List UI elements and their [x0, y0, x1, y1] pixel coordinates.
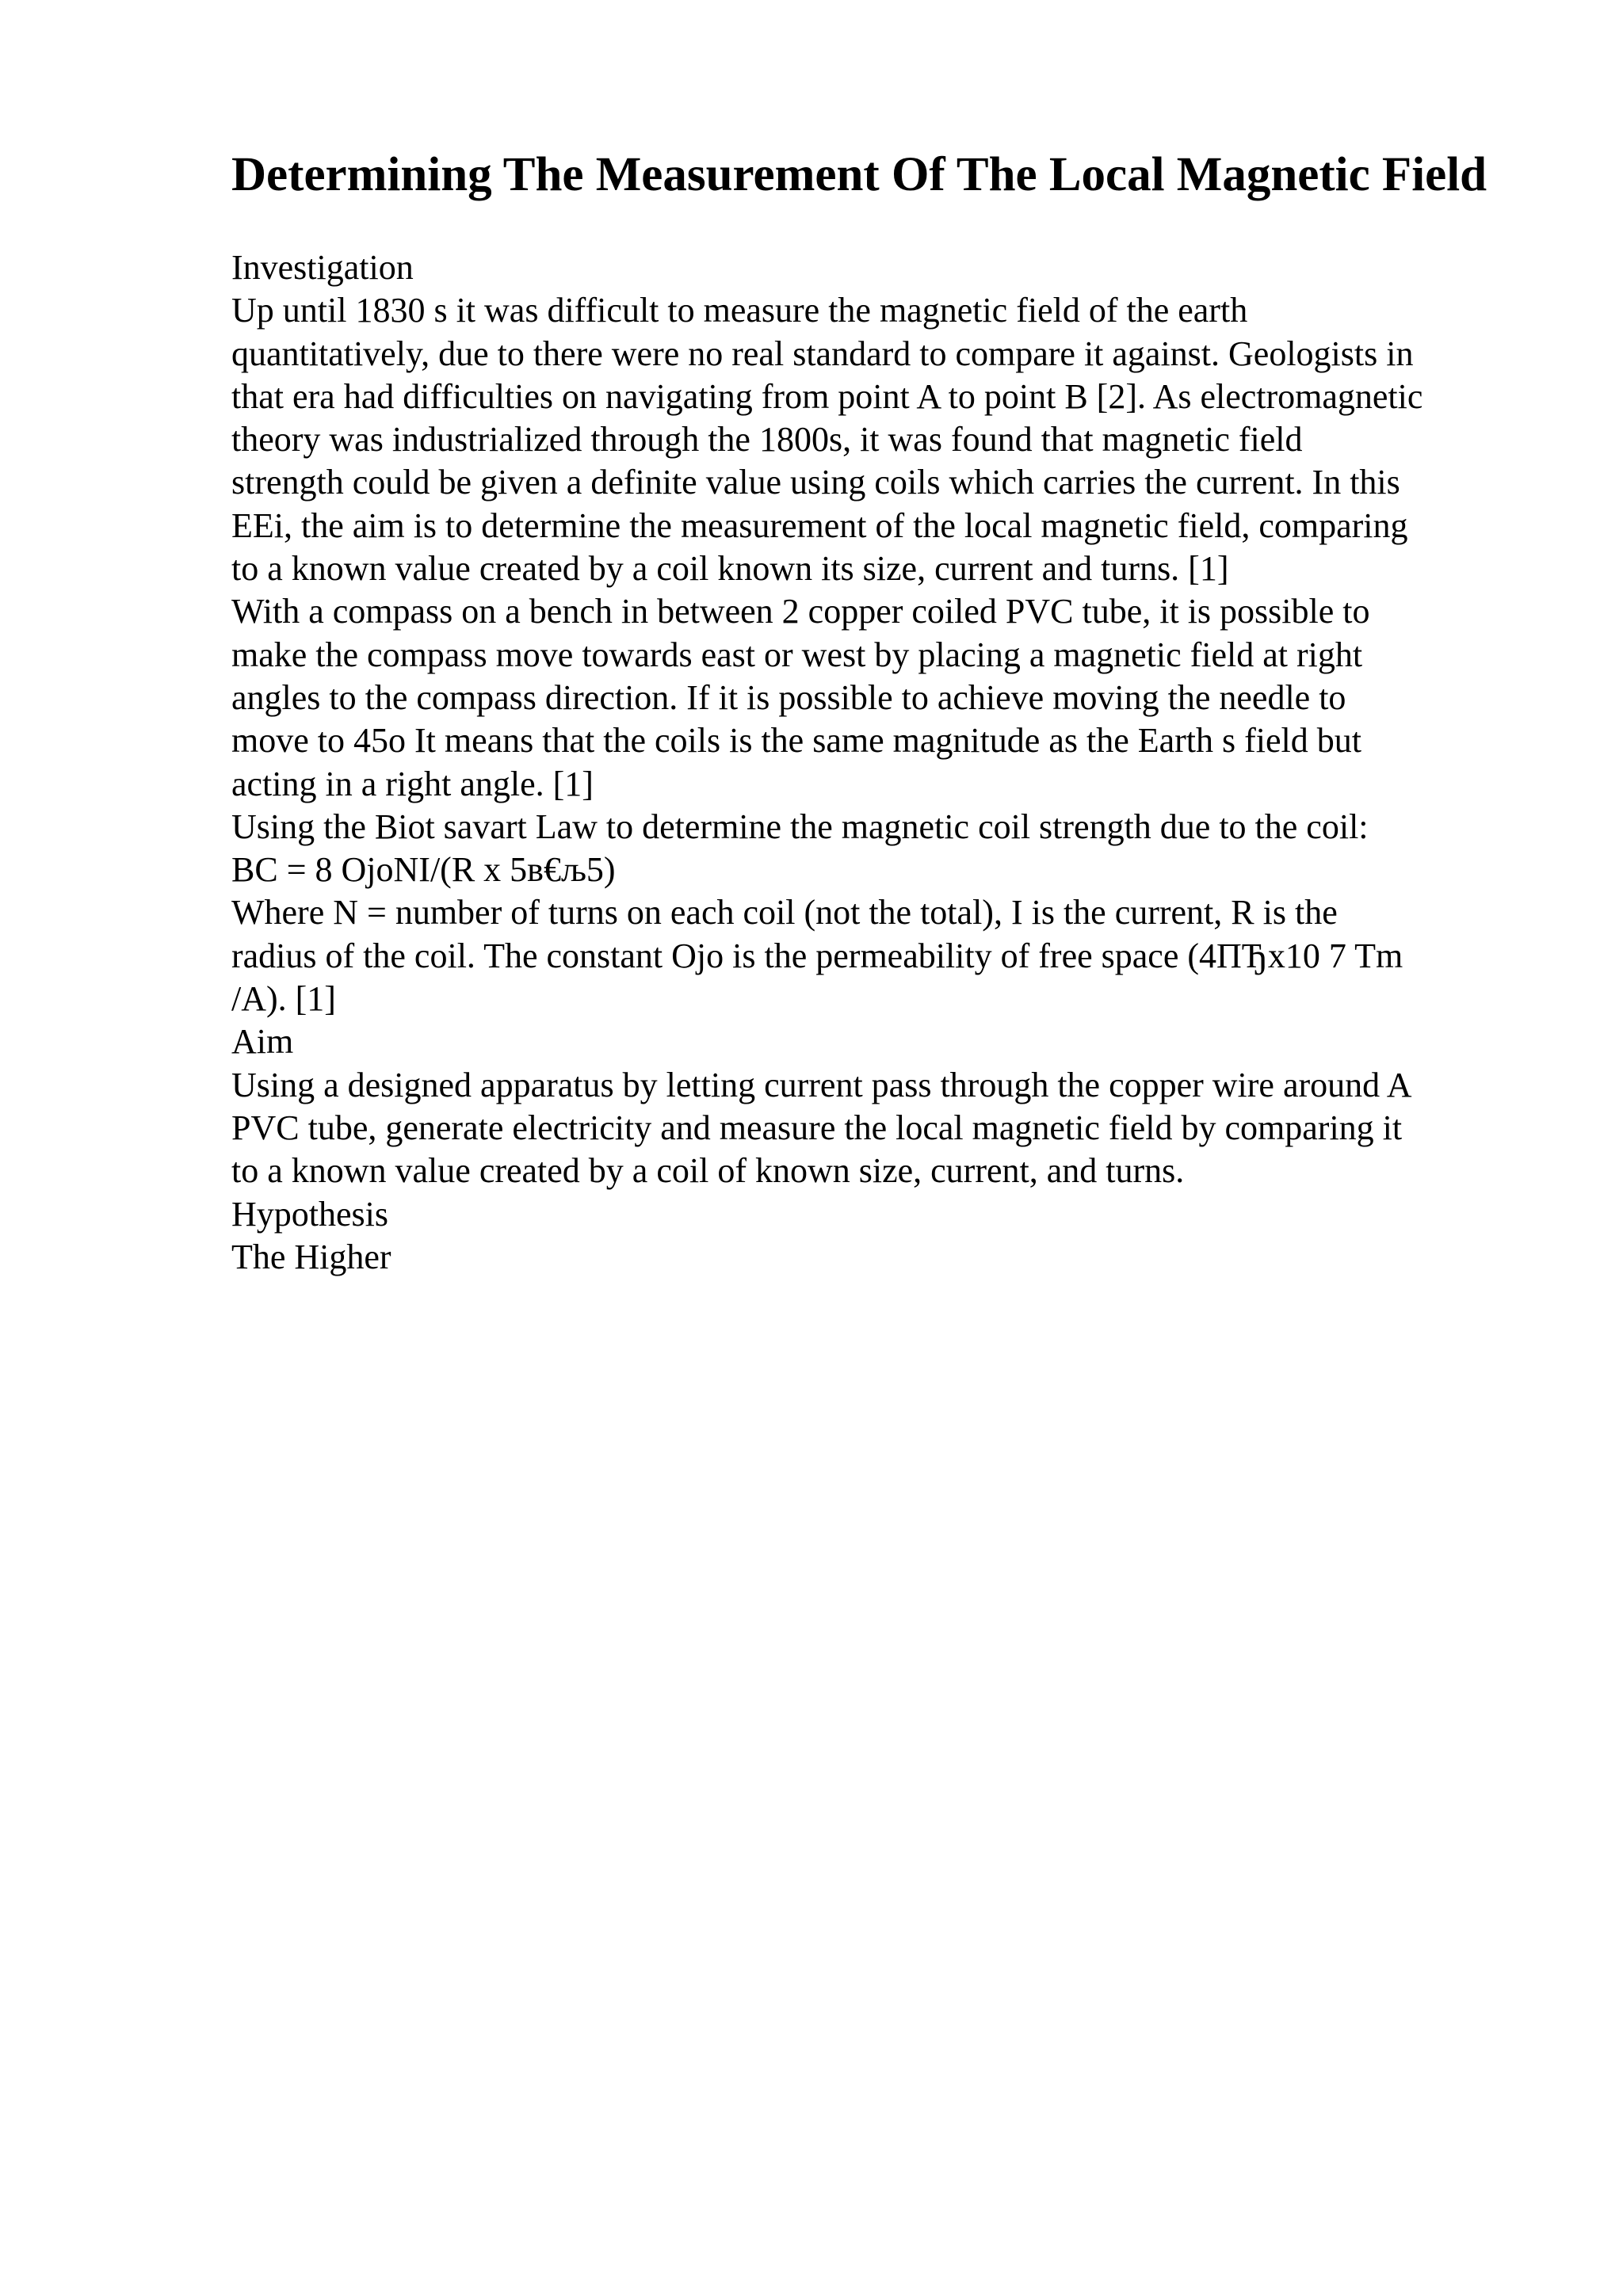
body-line: Up until 1830 s it was difficult to measure the magnetic field of the earth: [231, 291, 1248, 330]
body-line: theory was industrialized through the 1800s, it was found that magnetic field: [231, 420, 1303, 460]
formula-line: BC = 8 OjoNI/(R x 5в€љ5): [231, 850, 616, 890]
body-line: acting in a right angle. [1]: [231, 764, 594, 803]
body-line: to a known value created by a coil of known size, current, and turns.: [231, 1151, 1185, 1191]
document-body: [231, 246, 1594, 1279]
body-line: to a known value created by a coil known its size, current and turns. [1]: [231, 549, 1229, 589]
heading-aim: Aim: [231, 1022, 294, 1062]
body-line: make the compass move towards east or west by placing a magnetic field at right: [231, 635, 1363, 674]
body-line: Using a designed apparatus by letting current pass through the copper wire around A: [231, 1065, 1412, 1104]
body-line: quantitatively, due to there were no real standard to compare it against. Geologists in: [231, 334, 1414, 373]
body-line: strength could be given a definite value using coils which carries the current. In this: [231, 463, 1400, 502]
body-line: Using the Biot savart Law to determine the magnetic coil strength due to the coil:: [231, 807, 1369, 846]
body-line: The Higher: [231, 1237, 391, 1276]
body-line: PVC tube, generate electricity and measure the local magnetic field by comparing it: [231, 1108, 1403, 1147]
body-line: With a compass on a bench in between 2 copper coiled PVC tube, it is possible to: [231, 592, 1370, 631]
body-line: /A). [1]: [231, 979, 336, 1019]
heading-hypothesis: Hypothesis: [231, 1194, 388, 1234]
body-line: that era had difficulties on navigating from point A to point B [2]. As electromagnetic: [231, 376, 1423, 416]
document-title: Determining The Measurement Of The Local Magnetic Field: [231, 148, 1487, 201]
body-line: EEi, the aim is to determine the measurement of the local magnetic field, comparing: [231, 505, 1408, 545]
body-line: angles to the compass direction. If it is possible to achieve moving the needle to: [231, 677, 1346, 717]
body-line: Where N = number of turns on each coil (not the total), I is the current, R is the: [231, 893, 1338, 933]
body-line: radius of the coil. The constant Ojo is the permeability of free space (4ПЂx10 7 Tm: [231, 936, 1403, 975]
heading-investigation: Investigation: [231, 248, 414, 287]
body-line: move to 45o It means that the coils is the same magnitude as the Earth s field but: [231, 721, 1362, 761]
